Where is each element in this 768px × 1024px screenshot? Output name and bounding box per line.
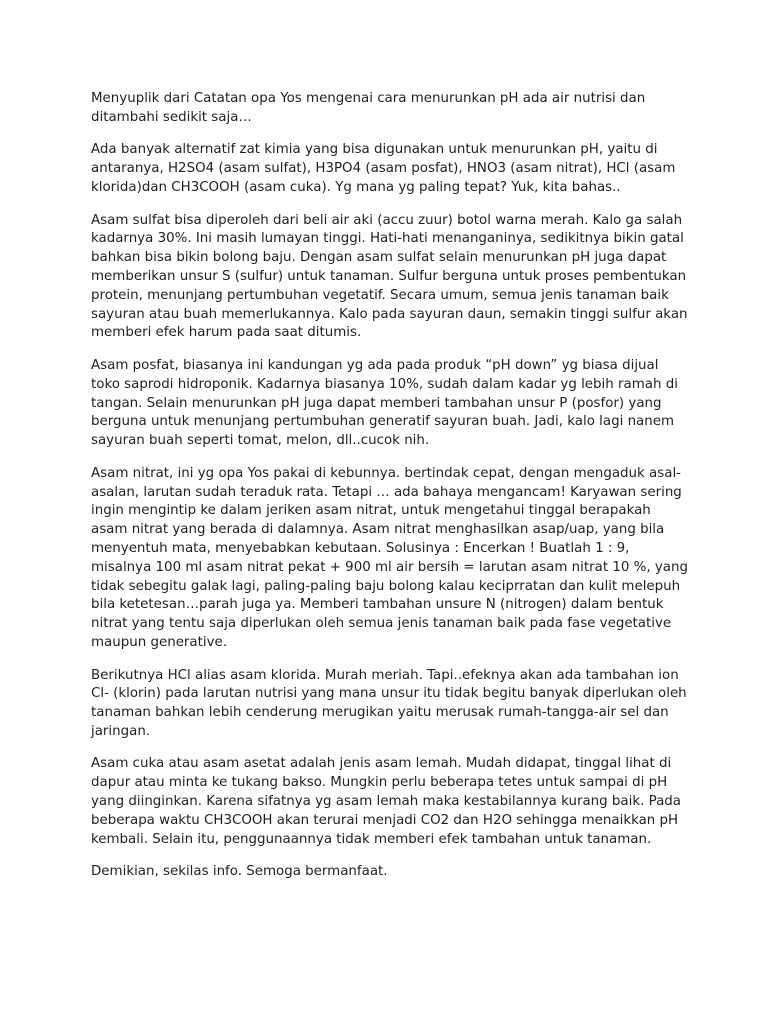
paragraph-phosphoric-acid: Asam posfat, biasanya ini kandungan yg ada pada produk “pH down” yg biasa dijual toko saprodi hidroponik. Kadarnya biasanya 10%, sudah dalam kadar yg lebih ramah di tangan. Selain menurunkan pH juga dapat memberi tambahan unsur P (posfor) yang berguna untuk menunjang pertumbuhan generatif sayuran buah. Jadi, kalo lagi nanem sayuran buah seperti tomat, melon, dll..cucok nih. (91, 357, 678, 449)
paragraph-closing: Demikian, sekilas info. Semoga bermanfaat. (91, 864, 388, 880)
paragraph-alternatives: Ada banyak alternatif zat kimia yang bisa digunakan untuk menurunkan pH, yaitu di antaranya, H2SO4 (asam sulfat), H3PO4 (asam posfat), HNO3 (asam nitrat), HCl (asam klorida)dan CH3COOH (asam cuka). Yg mana yg paling tepat? Yuk, kita bahas.. (91, 142, 676, 195)
paragraph-sulfuric-acid: Asam sulfat bisa diperoleh dari beli air aki (accu zuur) botol warna merah. Kalo ga salah kadarnya 30%. Ini masih lumayan tinggi. Hati-hati menanganinya, sedikitnya bikin gatal bahkan bisa bikin bolong baju. Dengan asam sulfat selain menurunkan pH juga dapat memberikan unsur S (sulfur) untuk tanaman. Sulfur berguna untuk proses pembentukan protein, menunjang pertumbuhan vegetatif. Secara umum, semua jenis tanaman baik sayuran atau buah memerlukannya. Kalo pada sayuran daun, semakin tinggi sulfur akan memberi efek harum pada saat ditumis. (91, 212, 688, 341)
paragraph-acetic-acid: Asam cuka atau asam asetat adalah jenis asam lemah. Mudah didapat, tinggal lihat di dapur atau minta ke tukang bakso. Mungkin perlu beberapa tetes untuk sampai di pH yang diinginkan. Karena sifatnya yg asam lemah maka kestabilannya kurang baik. Pada beberapa waktu CH3COOH akan terurai menjadi CO2 dan H2O sehingga menaikkan pH kembali. Selain itu, penggunaannya tidak memberi efek tambahan untuk tanaman. (91, 756, 681, 847)
paragraph-intro: Menyuplik dari Catatan opa Yos mengenai cara menurunkan pH ada air nutrisi dan ditambahi sedikit saja… (91, 91, 646, 125)
document-body (91, 90, 691, 896)
paragraph-hydrochloric-acid: Berikutnya HCl alias asam klorida. Murah meriah. Tapi..efeknya akan ada tambahan ion Cl- (klorin) pada larutan nutrisi yang mana unsur itu tidak begitu banyak diperlukan oleh tanaman bahkan lebih cenderung merugikan yaitu merusak rumah-tangga-air sel dan jaringan. (91, 667, 687, 739)
paragraph-nitric-acid: Asam nitrat, ini yg opa Yos pakai di kebunnya. bertindak cepat, dengan mengaduk asal-asalan, larutan sudah teraduk rata. Tetapi … ada bahaya mengancam! Karyawan sering ingin mengintip ke dalam jeriken asam nitrat, untuk mengetahui tinggal berapakah asam nitrat yang berada di dalamnya. Asam nitrat menghasilkan asap/uap, yang bila menyentuh mata, menyebabkan kebutaan. Solusinya : Encerkan ! Buatlah 1 : 9, misalnya 100 ml asam nitrat pekat + 900 ml air bersih = larutan asam nitrat 10 %, yang tidak sebegitu galak lagi, paling-paling baju bolong kalau keciprratan dan kulit melepuh bila ketetesan…parah juga ya. Memberi tambahan unsure N (nitrogen) dalam bentuk nitrat yang tentu saja diperlukan oleh semua jenis tanaman baik pada fase vegetative maupun generative. (91, 465, 689, 650)
